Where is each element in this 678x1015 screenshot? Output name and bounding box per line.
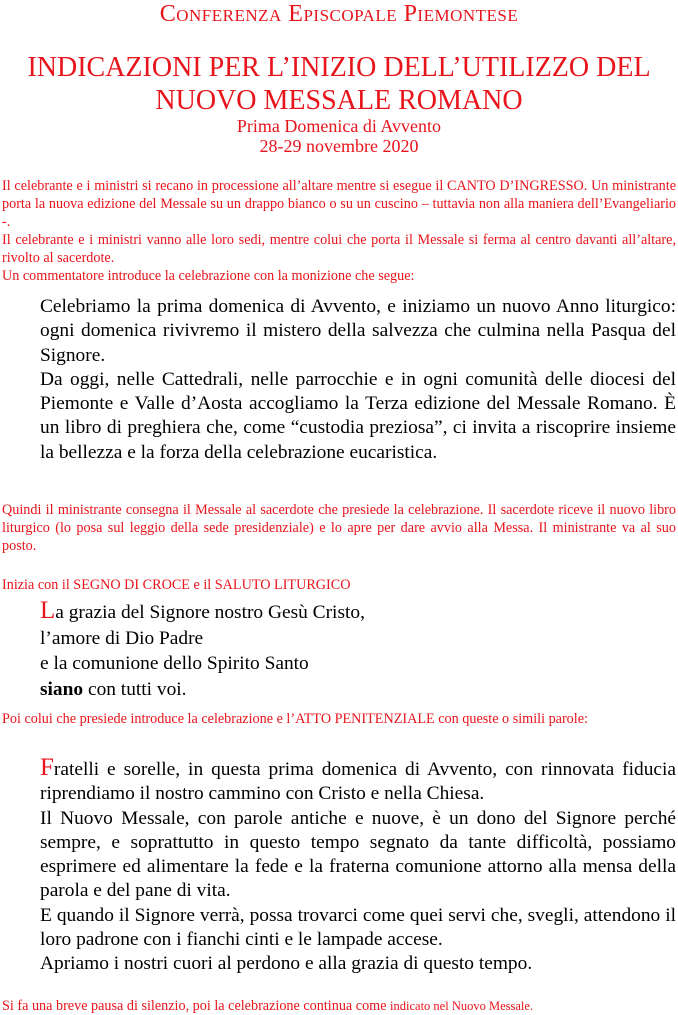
title-line-2: NUOVO MESSALE ROMANO xyxy=(155,85,523,116)
monition-p2: Da oggi, nelle Cattedrali, nelle parrocchie e in ogni comunità delle diocesi del Piemonte e Valle d’Aosta accogliamo la Terza edizione del Messale Romano. È un libro di preghiera che, come “custodia preziosa”, ci invita a riscoprire insieme la bellezza e la forza della celebrazione eucaristica. xyxy=(40,368,676,463)
penitential-p3: E quando il Signore verrà, possa trovarci come quei servi che, svegli, attendono il loro padrone con i fianchi cinti e le lampade accese. xyxy=(40,904,676,951)
greeting-line-4-text: con tutti voi. xyxy=(83,678,187,700)
rubric-entrance xyxy=(2,177,676,285)
greeting-bold-word: siano xyxy=(40,678,84,700)
penitential-p4: Apriamo i nostri cuori al perdono e alla grazia di questo tempo. xyxy=(40,953,533,975)
greeting-line-3: e la comunione dello Spirito Santo xyxy=(40,653,309,674)
penitential-p1-text: ratelli e sorelle, in questa prima domenica di Avvento, con rinnovata fiducia riprendiamo il nostro cammino con Cristo e nella Chiesa. xyxy=(40,759,676,805)
rubric-silence xyxy=(2,997,676,1015)
date: 28-29 novembre 2020 xyxy=(259,136,419,156)
greeting-line-2: l’amore di Dio Padre xyxy=(40,627,204,649)
rubric-sign-of-cross: Inizia con il SEGNO DI CROCE e il SALUTO LITURGICO xyxy=(2,577,351,593)
greeting-line-1-text: a grazia del Signore nostro Gesù Cristo, xyxy=(55,602,365,623)
penitential-p1 xyxy=(40,756,676,807)
document-title xyxy=(0,51,678,117)
rubric-penitential: Poi colui che presiede introduce la celebrazione e l’ATTO PENITENZIALE con queste o simili parole: xyxy=(2,711,588,727)
rubric-silence-small: indicato nel Nuovo Messale. xyxy=(390,999,534,1013)
monition-text xyxy=(40,295,676,465)
greeting-line-1 xyxy=(40,598,640,626)
rubric-entrance-p2: Il celebrante e i ministri vanno alle loro sedi, mentre colui che porta il Messale si ferma al centro davanti all’altare, rivolto al sacerdote. xyxy=(2,232,676,266)
rubric-missal-handover: Quindi il ministrante consegna il Messale al sacerdote che presiede la celebrazione. Il sacerdote riceve il nuovo libro liturgico (lo posa sul leggio della sede presidenziale) e lo apre per dare avvio alla Messa. Il ministrante va al suo posto. xyxy=(2,502,676,554)
penitential-text xyxy=(40,756,676,977)
subtitle: Prima Domenica di Avvento xyxy=(236,116,442,136)
monition-p1: Celebriamo la prima domenica di Avvento, e iniziamo un nuovo Anno liturgico: ogni domenica rivivremo il mistero della salvezza che culmina nella Pasqua del Signore. xyxy=(40,296,676,366)
rubric-entrance-p3: Un commentatore introduce la celebrazione con la monizione che segue: xyxy=(2,268,415,284)
liturgical-greeting xyxy=(40,598,640,702)
subtitle-block xyxy=(0,116,678,156)
greeting-dropcap: L xyxy=(40,597,56,624)
penitential-p2: Il Nuovo Messale, con parole antiche e nuove, è un dono del Signore perché sempre, e soprattutto in questo tempo segnato da tante difficoltà, possiamo esprimere ed alimentare la fede e la fraterna comunione attorno alla mensa della parola e del pane di vita. xyxy=(40,807,676,902)
title-line-1: INDICAZIONI PER L’INIZIO DELL’UTILIZZO DEL xyxy=(27,52,651,83)
penitential-dropcap: F xyxy=(40,754,54,781)
rubric-entrance-p1: Il celebrante e i ministri si recano in processione all’altare mentre si esegue il CANTO D’INGRESSO. Un ministrante porta la nuova edizione del Messale su un drappo bianco o su un cuscino – tuttavia non alla maniera dell’Evangeliario -. xyxy=(2,178,676,230)
rubric-silence-main: Si fa una breve pausa di silenzio, poi la celebrazione continua come xyxy=(2,998,391,1014)
greeting-line-4 xyxy=(40,677,640,703)
conference-name: Conferenza Episcopale Piemontese xyxy=(159,1,519,27)
